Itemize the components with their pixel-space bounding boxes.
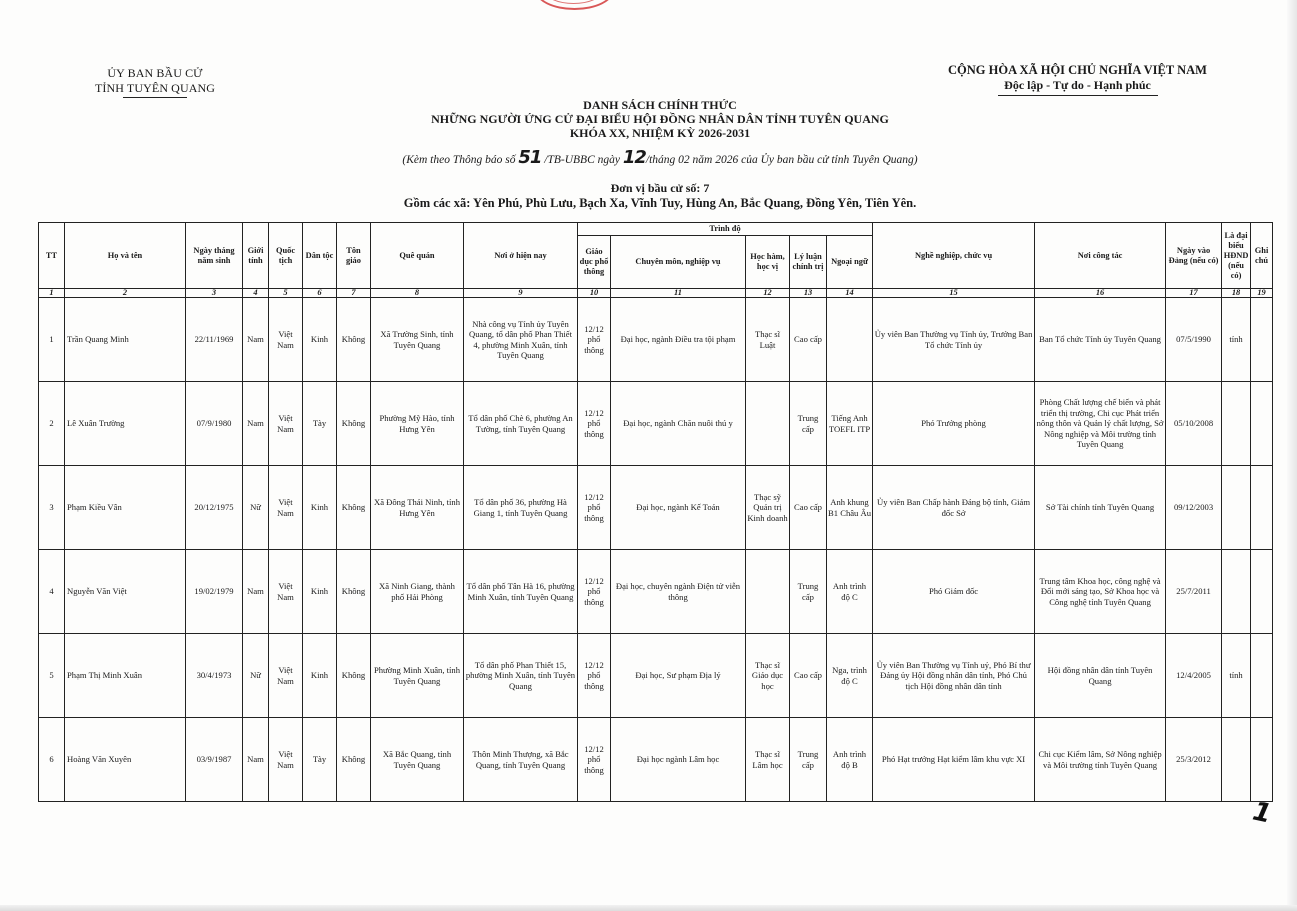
cell-occupation: Phó Hạt trưởng Hạt kiểm lâm khu vực XI bbox=[873, 718, 1035, 802]
reference-prefix: (Kèm theo Thông báo số bbox=[402, 154, 519, 166]
cell-religion: Không bbox=[337, 298, 371, 382]
electoral-unit bbox=[340, 181, 980, 211]
title-line3: KHÓA XX, NHIỆM KỲ 2026-2031 bbox=[569, 126, 751, 140]
header-workplace: Nơi công tác bbox=[1035, 223, 1166, 289]
cell-language bbox=[827, 298, 873, 382]
document-reference bbox=[340, 147, 980, 168]
authority-line1: ỦY BAN BẦU CỬ bbox=[107, 66, 203, 80]
cell-party-date: 12/4/2005 bbox=[1166, 634, 1222, 718]
cell-hdnd bbox=[1222, 718, 1251, 802]
cell-religion: Không bbox=[337, 634, 371, 718]
authority-underline bbox=[123, 97, 187, 98]
cell-nationality: Việt Nam bbox=[269, 634, 303, 718]
issuing-authority bbox=[80, 66, 230, 98]
cell-nationality: Việt Nam bbox=[269, 466, 303, 550]
cell-political: Cao cấp bbox=[790, 634, 827, 718]
cell-religion: Không bbox=[337, 718, 371, 802]
cell-nationality: Việt Nam bbox=[269, 550, 303, 634]
header-note: Ghi chú bbox=[1251, 223, 1273, 289]
cell-hdnd bbox=[1222, 550, 1251, 634]
header-political: Lý luận chính trị bbox=[790, 236, 827, 289]
cell-general-edu: 12/12 phổ thông bbox=[578, 718, 611, 802]
cell-hometown: Xã Bắc Quang, tỉnh Tuyên Quang bbox=[371, 718, 464, 802]
title-line1: DANH SÁCH CHÍNH THỨC bbox=[583, 98, 737, 112]
handwritten-day: 12 bbox=[622, 147, 646, 168]
cell-gender: Nữ bbox=[243, 634, 269, 718]
cell-note bbox=[1251, 466, 1273, 550]
cell-language: Anh khung B1 Châu Âu bbox=[827, 466, 873, 550]
header-occupation: Nghề nghiệp, chức vụ bbox=[873, 223, 1035, 289]
table-row bbox=[39, 550, 1273, 634]
header-nationality: Quốc tịch bbox=[269, 223, 303, 289]
cell-gender: Nữ bbox=[243, 466, 269, 550]
cell-religion: Không bbox=[337, 550, 371, 634]
column-number: 9 bbox=[464, 289, 578, 298]
cell-tt: 6 bbox=[39, 718, 65, 802]
electoral-unit-communes: Gồm các xã: Yên Phú, Phù Lưu, Bạch Xa, Vĩnh Tuy, Hùng An, Bắc Quang, Đồng Yên, Tiên Yên. bbox=[403, 196, 917, 210]
column-number: 3 bbox=[186, 289, 243, 298]
table-row bbox=[39, 718, 1273, 802]
cell-party-date: 09/12/2003 bbox=[1166, 466, 1222, 550]
cell-note bbox=[1251, 718, 1273, 802]
cell-general-edu: 12/12 phổ thông bbox=[578, 550, 611, 634]
cell-note bbox=[1251, 382, 1273, 466]
header-residence: Nơi ở hiện nay bbox=[464, 223, 578, 289]
cell-political: Trung cấp bbox=[790, 550, 827, 634]
column-number-row bbox=[39, 289, 1273, 298]
cell-specialty: Đại học, chuyên ngành Điện tử viễn thông bbox=[611, 550, 746, 634]
cell-nationality: Việt Nam bbox=[269, 382, 303, 466]
cell-residence: Thôn Minh Thượng, xã Bắc Quang, tỉnh Tuyên Quang bbox=[464, 718, 578, 802]
header-degree: Học hàm, học vị bbox=[746, 236, 790, 289]
cell-hdnd bbox=[1222, 382, 1251, 466]
column-number: 15 bbox=[873, 289, 1035, 298]
national-title: CỘNG HÒA XÃ HỘI CHỦ NGHĨA VIỆT NAM bbox=[948, 63, 1207, 77]
cell-dob: 30/4/1973 bbox=[186, 634, 243, 718]
cell-dob: 03/9/1987 bbox=[186, 718, 243, 802]
cell-ethnicity: Tày bbox=[303, 718, 337, 802]
national-header bbox=[940, 63, 1215, 96]
header-hdnd: Là đại biểu HĐND (nếu có) bbox=[1222, 223, 1251, 289]
cell-workplace: Ban Tổ chức Tỉnh ủy Tuyên Quang bbox=[1035, 298, 1166, 382]
header-education-group: Trình độ bbox=[578, 223, 873, 236]
handwritten-notice-number: 51 bbox=[518, 147, 542, 168]
header-religion: Tôn giáo bbox=[337, 223, 371, 289]
column-number: 19 bbox=[1251, 289, 1273, 298]
column-number: 12 bbox=[746, 289, 790, 298]
header-specialty: Chuyên môn, nghiệp vụ bbox=[611, 236, 746, 289]
column-number: 6 bbox=[303, 289, 337, 298]
cell-hdnd: tỉnh bbox=[1222, 634, 1251, 718]
cell-gender: Nam bbox=[243, 550, 269, 634]
cell-party-date: 25/7/2011 bbox=[1166, 550, 1222, 634]
reference-mid: /TB-UBBC ngày bbox=[541, 154, 623, 166]
cell-ethnicity: Kinh bbox=[303, 550, 337, 634]
column-number: 1 bbox=[39, 289, 65, 298]
cell-name: Phạm Kiều Vân bbox=[65, 466, 186, 550]
cell-gender: Nam bbox=[243, 382, 269, 466]
cell-nationality: Việt Nam bbox=[269, 298, 303, 382]
cell-hdnd bbox=[1222, 466, 1251, 550]
column-number: 4 bbox=[243, 289, 269, 298]
cell-specialty: Đại học, ngành Điều tra tội phạm bbox=[611, 298, 746, 382]
cell-note bbox=[1251, 634, 1273, 718]
scan-edge-shadow bbox=[1287, 0, 1297, 911]
column-number: 16 bbox=[1035, 289, 1166, 298]
table-row bbox=[39, 466, 1273, 550]
cell-hometown: Phường Mỹ Hào, tỉnh Hưng Yên bbox=[371, 382, 464, 466]
cell-degree: Thạc sĩ Giáo dục học bbox=[746, 634, 790, 718]
cell-name: Lê Xuân Trường bbox=[65, 382, 186, 466]
cell-workplace: Chi cục Kiểm lâm, Sở Nông nghiệp và Môi trường tỉnh Tuyên Quang bbox=[1035, 718, 1166, 802]
cell-specialty: Đại học, ngành Kế Toán bbox=[611, 466, 746, 550]
cell-tt: 4 bbox=[39, 550, 65, 634]
header-ethnicity: Dân tộc bbox=[303, 223, 337, 289]
cell-workplace: Phòng Chất lượng chế biến và phát triển thị trường, Chi cục Phát triển nông thôn và Quản lý chất lượng, Sở Nông nghiệp và Môi trường tỉnh Tuyên Quang bbox=[1035, 382, 1166, 466]
cell-tt: 1 bbox=[39, 298, 65, 382]
header-hometown: Quê quán bbox=[371, 223, 464, 289]
cell-language: Anh trình độ B bbox=[827, 718, 873, 802]
cell-dob: 07/9/1980 bbox=[186, 382, 243, 466]
cell-occupation: Ủy viên Ban Chấp hành Đảng bộ tỉnh, Giám đốc Sở bbox=[873, 466, 1035, 550]
cell-residence: Tổ dân phố Chè 6, phường An Tường, tỉnh Tuyên Quang bbox=[464, 382, 578, 466]
cell-dob: 19/02/1979 bbox=[186, 550, 243, 634]
cell-gender: Nam bbox=[243, 718, 269, 802]
header-general-edu: Giáo dục phổ thông bbox=[578, 236, 611, 289]
cell-nationality: Việt Nam bbox=[269, 718, 303, 802]
column-number: 14 bbox=[827, 289, 873, 298]
cell-degree: Thạc sĩ Lâm học bbox=[746, 718, 790, 802]
authority-line2: TỈNH TUYÊN QUANG bbox=[94, 81, 216, 95]
cell-dob: 20/12/1975 bbox=[186, 466, 243, 550]
cell-name: Nguyễn Văn Việt bbox=[65, 550, 186, 634]
cell-degree: Thạc sỹ Quản trị Kinh doanh bbox=[746, 466, 790, 550]
scan-bottom-shadow bbox=[0, 905, 1297, 911]
cell-political: Cao cấp bbox=[790, 466, 827, 550]
cell-religion: Không bbox=[337, 382, 371, 466]
cell-political: Trung cấp bbox=[790, 382, 827, 466]
cell-residence: Tổ dân phố 36, phường Hà Giang 1, tỉnh Tuyên Quang bbox=[464, 466, 578, 550]
cell-occupation: Phó Giám đốc bbox=[873, 550, 1035, 634]
cell-general-edu: 12/12 phổ thông bbox=[578, 466, 611, 550]
cell-ethnicity: Tày bbox=[303, 382, 337, 466]
cell-tt: 3 bbox=[39, 466, 65, 550]
candidate-table bbox=[38, 222, 1273, 802]
cell-degree: Thạc sĩ Luật bbox=[746, 298, 790, 382]
cell-workplace: Sở Tài chính tỉnh Tuyên Quang bbox=[1035, 466, 1166, 550]
cell-tt: 2 bbox=[39, 382, 65, 466]
cell-name: Trần Quang Minh bbox=[65, 298, 186, 382]
document-title bbox=[370, 98, 950, 140]
cell-hometown: Xã Ninh Giang, thành phố Hải Phòng bbox=[371, 550, 464, 634]
cell-language: Nga, trình độ C bbox=[827, 634, 873, 718]
cell-general-edu: 12/12 phổ thông bbox=[578, 298, 611, 382]
column-number: 18 bbox=[1222, 289, 1251, 298]
column-number: 11 bbox=[611, 289, 746, 298]
national-motto: Độc lập - Tự do - Hạnh phúc bbox=[1004, 78, 1151, 92]
cell-note bbox=[1251, 550, 1273, 634]
header-language: Ngoại ngữ bbox=[827, 236, 873, 289]
cell-workplace: Trung tâm Khoa học, công nghệ và Đổi mới sáng tạo, Sở Khoa học và Công nghệ tỉnh Tuyên Quang bbox=[1035, 550, 1166, 634]
header-name: Họ và tên bbox=[65, 223, 186, 289]
cell-language: Anh trình độ C bbox=[827, 550, 873, 634]
column-number: 10 bbox=[578, 289, 611, 298]
column-number: 5 bbox=[269, 289, 303, 298]
cell-hometown: Xã Đông Thái Ninh, tỉnh Hưng Yên bbox=[371, 466, 464, 550]
cell-degree bbox=[746, 550, 790, 634]
cell-specialty: Đại học, Sư phạm Địa lý bbox=[611, 634, 746, 718]
cell-general-edu: 12/12 phổ thông bbox=[578, 634, 611, 718]
cell-ethnicity: Kinh bbox=[303, 466, 337, 550]
column-number: 7 bbox=[337, 289, 371, 298]
cell-name: Hoàng Văn Xuyên bbox=[65, 718, 186, 802]
cell-religion: Không bbox=[337, 466, 371, 550]
cell-political: Trung cấp bbox=[790, 718, 827, 802]
cell-hometown: Phường Minh Xuân, tỉnh Tuyên Quang bbox=[371, 634, 464, 718]
table-row bbox=[39, 634, 1273, 718]
header-dob: Ngày tháng năm sinh bbox=[186, 223, 243, 289]
cell-residence: Tổ dân phố Phan Thiết 15, phường Minh Xuân, tỉnh Tuyên Quang bbox=[464, 634, 578, 718]
column-number: 13 bbox=[790, 289, 827, 298]
table-row bbox=[39, 298, 1273, 382]
cell-residence: Nhà công vụ Tỉnh ủy Tuyên Quang, tổ dân phố Phan Thiết 4, phường Minh Xuân, tỉnh Tuyên Quang bbox=[464, 298, 578, 382]
title-line2: NHỮNG NGƯỜI ỨNG CỬ ĐẠI BIỂU HỘI ĐỒNG NHÂN DÂN TỈNH TUYÊN QUANG bbox=[431, 112, 889, 126]
cell-party-date: 05/10/2008 bbox=[1166, 382, 1222, 466]
cell-language: Tiếng Anh TOEFL ITP bbox=[827, 382, 873, 466]
cell-party-date: 25/3/2012 bbox=[1166, 718, 1222, 802]
candidate-rows bbox=[39, 298, 1273, 802]
cell-general-edu: 12/12 phổ thông bbox=[578, 382, 611, 466]
reference-suffix: /tháng 02 năm 2026 của Ủy ban bầu cử tỉnh Tuyên Quang) bbox=[645, 154, 918, 166]
cell-workplace: Hội đồng nhân dân tỉnh Tuyên Quang bbox=[1035, 634, 1166, 718]
header-party-date: Ngày vào Đảng (nếu có) bbox=[1166, 223, 1222, 289]
cell-hdnd: tỉnh bbox=[1222, 298, 1251, 382]
cell-note bbox=[1251, 298, 1273, 382]
motto-underline bbox=[998, 95, 1158, 96]
column-number: 17 bbox=[1166, 289, 1222, 298]
header-gender: Giới tính bbox=[243, 223, 269, 289]
cell-residence: Tổ dân phố Tân Hà 16, phường Minh Xuân, tỉnh Tuyên Quang bbox=[464, 550, 578, 634]
handwritten-page-number: 1 bbox=[1250, 796, 1275, 830]
electoral-unit-label: Đơn vị bầu cử số: 7 bbox=[610, 181, 710, 195]
cell-ethnicity: Kinh bbox=[303, 634, 337, 718]
cell-name: Phạm Thị Minh Xuân bbox=[65, 634, 186, 718]
column-number: 8 bbox=[371, 289, 464, 298]
column-number: 2 bbox=[65, 289, 186, 298]
cell-ethnicity: Kinh bbox=[303, 298, 337, 382]
cell-political: Cao cấp bbox=[790, 298, 827, 382]
cell-gender: Nam bbox=[243, 298, 269, 382]
cell-party-date: 07/5/1990 bbox=[1166, 298, 1222, 382]
cell-occupation: Ủy viên Ban Thường vụ Tỉnh ủy, Trưởng Ban Tổ chức Tỉnh ủy bbox=[873, 298, 1035, 382]
cell-occupation: Ủy viên Ban Thường vụ Tỉnh uỷ, Phó Bí thư Đảng ủy Hội đồng nhân dân tỉnh, Phó Chủ tịch Hội đồng nhân dân tỉnh bbox=[873, 634, 1035, 718]
cell-dob: 22/11/1969 bbox=[186, 298, 243, 382]
cell-tt: 5 bbox=[39, 634, 65, 718]
header-tt: TT bbox=[39, 223, 65, 289]
cell-hometown: Xã Trường Sinh, tỉnh Tuyên Quang bbox=[371, 298, 464, 382]
cell-specialty: Đại học ngành Lâm học bbox=[611, 718, 746, 802]
table-row bbox=[39, 382, 1273, 466]
cell-specialty: Đại học, ngành Chăn nuôi thú y bbox=[611, 382, 746, 466]
cell-degree bbox=[746, 382, 790, 466]
cell-occupation: Phó Trưởng phòng bbox=[873, 382, 1035, 466]
